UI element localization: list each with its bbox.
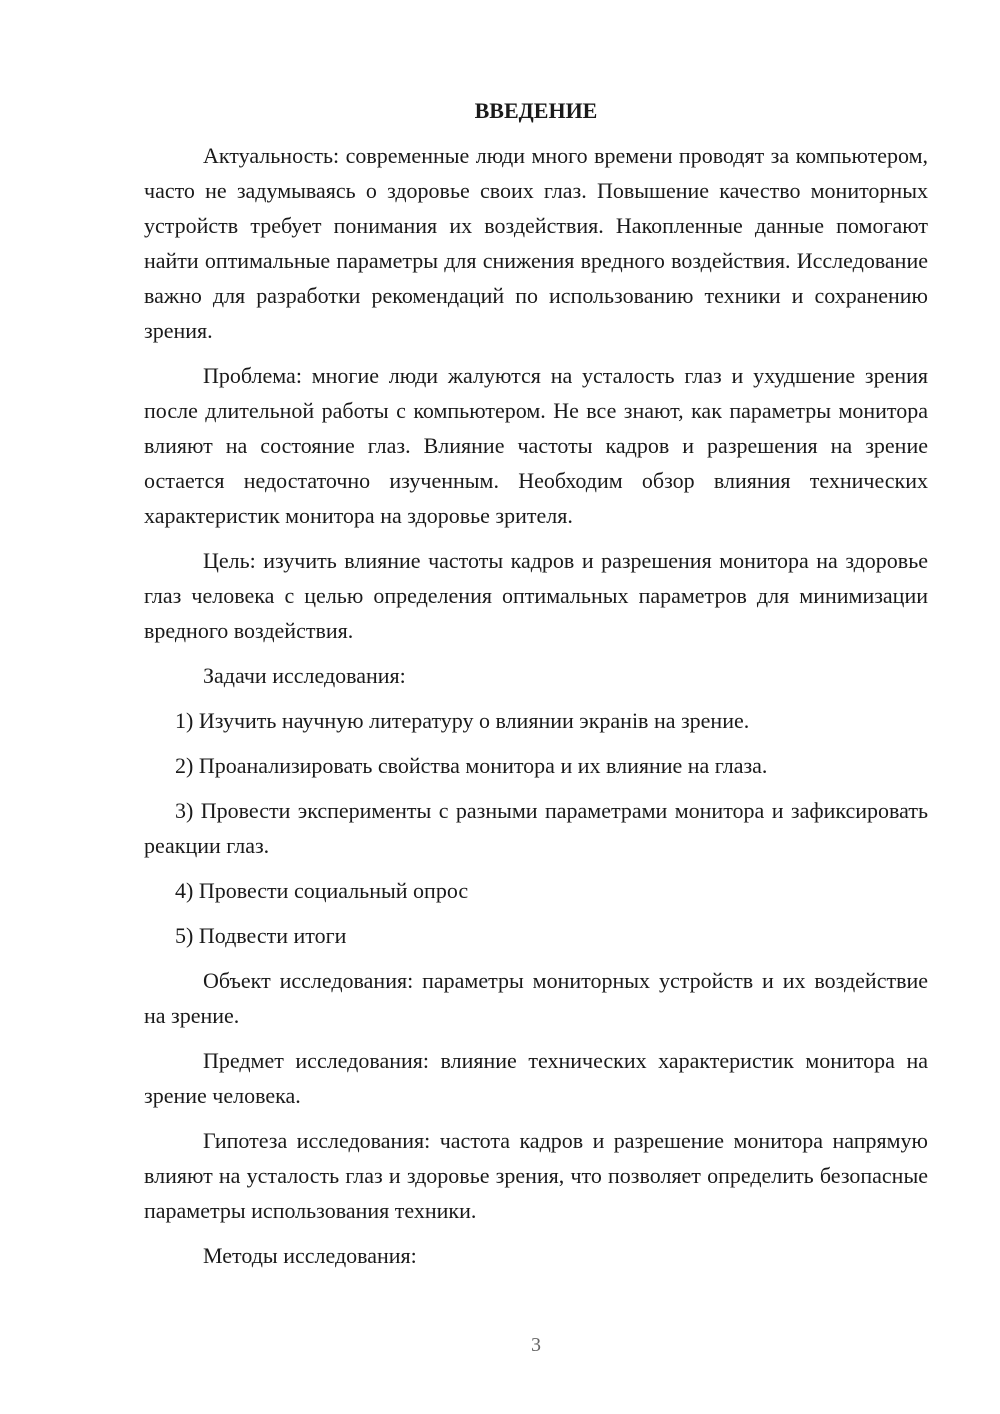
section-title: ВВЕДЕНИЕ — [474, 98, 598, 123]
tasks-heading: Задачи исследования: — [203, 663, 406, 688]
page-content — [144, 96, 928, 1283]
paragraph-problem: Проблема: многие люди жалуются на усталость глаз и ухудшение зрения после длительной работы с компьютером. Не все знают, как параметры монитора влияют на состояние глаз. Влияние частоты кадров и разрешения на зрение остается недостаточно изученным. Необходим обзор влияния технических характеристик монитора на здоровье зрителя. — [144, 363, 928, 528]
paragraph-goal: Цель: изучить влияние частоты кадров и разрешения монитора на здоровье глаз человека с целью определения оптимальных параметров для минимизации вредного воздействия. — [144, 548, 928, 643]
paragraph-hypothesis: Гипотеза исследования: частота кадров и разрешение монитора напрямую влияют на усталость глаз и здоровье зрения, что позволяет определить безопасные параметры использования техники. — [144, 1128, 928, 1223]
task-item-5: 5) Подвести итоги — [175, 923, 347, 948]
page-number: 3 — [531, 1334, 541, 1356]
methods-heading: Методы исследования: — [203, 1243, 417, 1268]
paragraph-relevance: Актуальность: современные люди много времени проводят за компьютером, часто не задумываясь о здоровье своих глаз. Повышение качество мониторных устройств требует понимания их воздействия. Накопленные данные помогают найти оптимальные параметры для снижения вредного воздействия. Исследование важно для разработки рекомендаций по использованию техники и сохранению зрения. — [144, 143, 928, 343]
paragraph-object: Объект исследования: параметры мониторных устройств и их воздействие на зрение. — [144, 968, 928, 1028]
task-item-3: 3) Провести эксперименты с разными параметрами монитора и зафиксировать реакции глаз. — [144, 798, 928, 858]
task-item-1: 1) Изучить научную литературу о влиянии экранів на зрение. — [175, 708, 750, 733]
paragraph-subject: Предмет исследования: влияние технических характеристик монитора на зрение человека. — [144, 1048, 928, 1108]
task-item-4: 4) Провести социальный опрос — [175, 878, 469, 903]
task-item-2: 2) Проанализировать свойства монитора и их влияние на глаза. — [175, 753, 768, 778]
